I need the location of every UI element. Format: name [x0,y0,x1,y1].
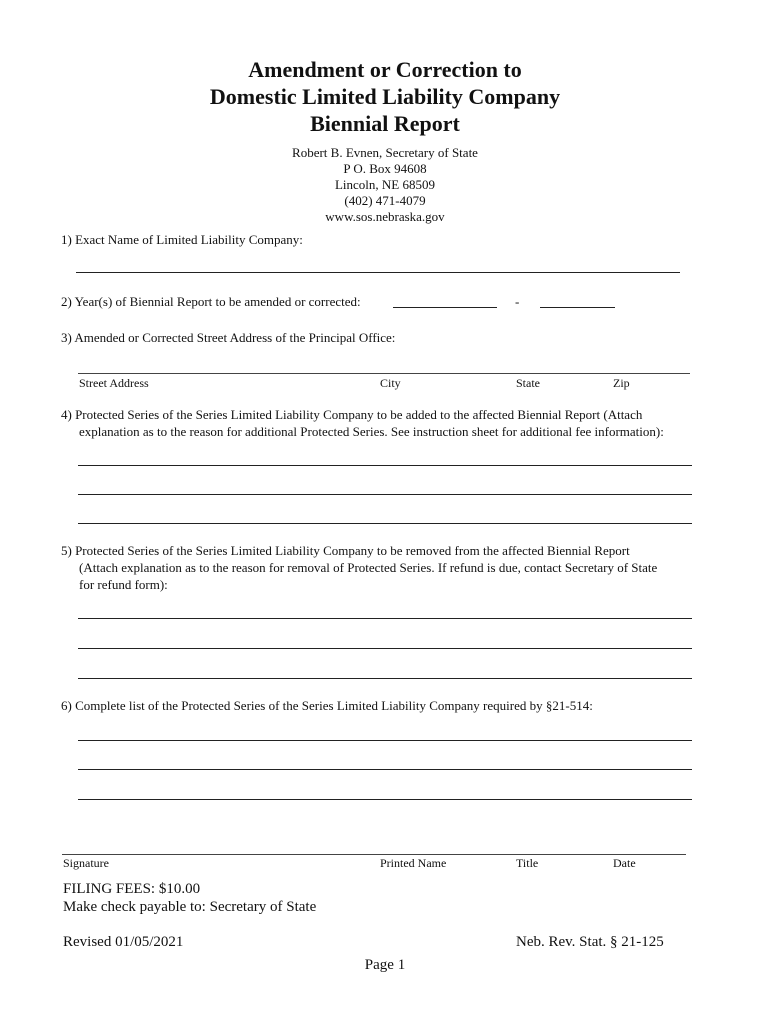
q5-label: 5) Protected Series of the Series Limited Liability Company to be removed from the affected Biennial Report [61,543,630,558]
q1-label: 1) Exact Name of Limited Liability Company: [61,232,303,247]
signature-field[interactable] [62,854,686,855]
q5-label-cont-2: for refund form): [79,577,168,592]
office-city: Lincoln, NE 68509 [334,177,435,192]
q4-answer-line-2[interactable] [78,494,692,495]
office-po-box: P O. Box 94608 [343,161,427,176]
office-phone: (402) 471-4079 [344,193,426,208]
q6-label: 6) Complete list of the Protected Series of the Series Limited Liability Company required by §21-514: [61,698,593,713]
revised-date: Revised 01/05/2021 [63,934,184,950]
q3-address-field[interactable] [78,373,690,374]
q3-zip-caption: Zip [613,376,630,390]
statute-reference: Neb. Rev. Stat. § 21-125 [516,934,664,950]
q2-dash: - [515,294,520,309]
q6-answer-line-3[interactable] [78,799,692,800]
q6-answer-line-1[interactable] [78,740,692,741]
page-number: Page 1 [364,957,406,973]
q2-year-from-field[interactable] [393,307,497,308]
q3-street-caption: Street Address [79,376,149,390]
title-caption: Title [516,856,539,870]
q2-year-to-field[interactable] [540,307,615,308]
signature-caption: Signature [63,856,109,870]
q5-answer-line-3[interactable] [78,678,692,679]
printed-name-caption: Printed Name [380,856,447,870]
office-website: www.sos.nebraska.gov [325,209,445,224]
q4-label: 4) Protected Series of the Series Limited Liability Company to be added to the affected Biennial Report (Attach [61,407,643,422]
q3-label: 3) Amended or Corrected Street Address of the Principal Office: [61,330,396,345]
q1-name-field[interactable] [76,272,680,273]
q4-answer-line-1[interactable] [78,465,692,466]
filing-fees: FILING FEES: $10.00 [63,881,201,897]
payable-to: Make check payable to: Secretary of State [63,899,317,915]
form-title-line-1: Amendment or Correction to [248,57,522,82]
q4-label-cont: explanation as to the reason for additional Protected Series. See instruction sheet for additional fee information): [79,424,664,439]
q2-label: 2) Year(s) of Biennial Report to be amended or corrected: [61,294,361,309]
q4-answer-line-3[interactable] [78,523,692,524]
q5-label-cont-1: (Attach explanation as to the reason for removal of Protected Series. If refund is due, contact Secretary of State [79,560,658,575]
form-title-line-2: Domestic Limited Liability Company [209,84,561,109]
q6-answer-line-2[interactable] [78,769,692,770]
form-title-line-3: Biennial Report [310,111,460,136]
office-name: Robert B. Evnen, Secretary of State [292,145,478,160]
q5-answer-line-1[interactable] [78,618,692,619]
q3-city-caption: City [380,376,401,390]
date-caption: Date [613,856,636,870]
q3-state-caption: State [516,376,540,390]
q5-answer-line-2[interactable] [78,648,692,649]
